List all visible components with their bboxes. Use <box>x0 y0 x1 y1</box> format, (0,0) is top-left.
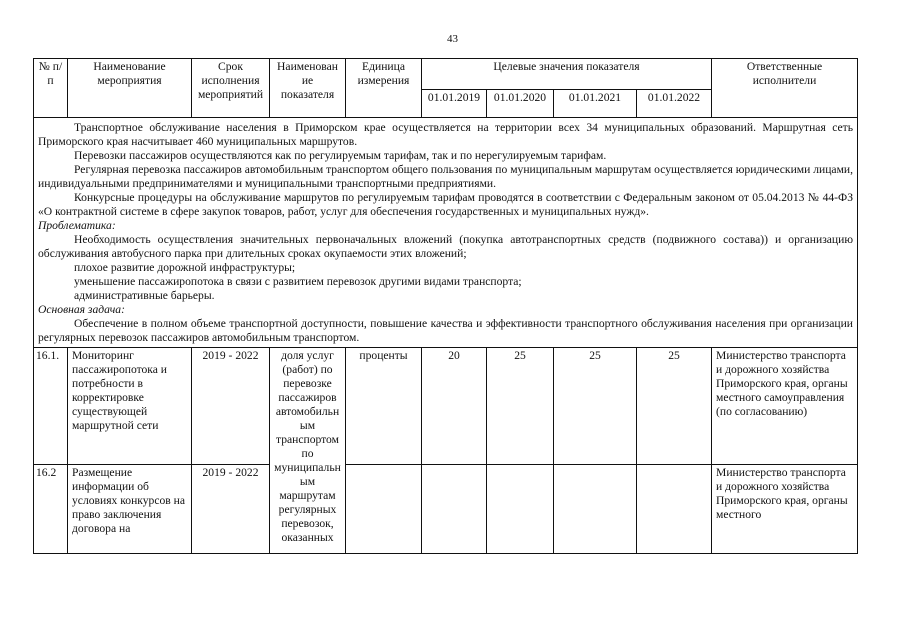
header-indicator: Наименование показателя <box>270 59 346 118</box>
header-date-2019: 01.01.2019 <box>422 90 487 118</box>
header-num: № п/ п <box>34 59 68 118</box>
header-targets: Целевые значения показателя <box>422 59 712 90</box>
table-row <box>34 465 858 554</box>
row-value-2019 <box>422 465 487 554</box>
row-value-2020: 25 <box>487 348 554 465</box>
intro-paragraph: Транспортное обслуживание населения в Приморском крае осуществляется на территории всех 34 муниципальных образований. Маршрутная сеть Приморского края насчитывает 460 муниципальных маршрутов. <box>38 121 854 148</box>
task-heading: Основная задача: <box>38 303 125 316</box>
row-event: Размещение информации об условиях конкурсов на право заключения договора на <box>68 465 192 554</box>
header-date-2021: 01.01.2021 <box>554 90 637 118</box>
row-value-2021 <box>554 465 637 554</box>
header-unit: Единица измерения <box>346 59 422 118</box>
row-term: 2019 - 2022 <box>192 465 270 554</box>
table-header-row-1 <box>34 59 858 90</box>
row-number: 16.2 <box>34 465 68 554</box>
problem-item: плохое развитие дорожной инфраструктуры; <box>74 261 296 274</box>
row-value-2021: 25 <box>554 348 637 465</box>
row-unit: проценты <box>346 348 422 465</box>
row-value-2022 <box>637 465 712 554</box>
row-event: Мониторинг пассажиропотока и потребности в корректировке существующей маршрутной сети <box>68 348 192 465</box>
header-term: Срок исполнения мероприятий <box>192 59 270 118</box>
page-number: 43 <box>447 33 458 45</box>
problem-item: административные барьеры. <box>74 289 215 302</box>
intro-paragraph: Перевозки пассажиров осуществляются как по регулируемым тарифам, так и по нерегулируемым тарифам. <box>74 149 607 162</box>
row-responsible: Министерство транспорта и дорожного хозяйства Приморского края, органы местного <box>712 465 858 554</box>
row-value-2020 <box>487 465 554 554</box>
measures-table <box>33 58 858 554</box>
row-term: 2019 - 2022 <box>192 348 270 465</box>
table-row <box>34 348 858 465</box>
row-unit <box>346 465 422 554</box>
problem-item: уменьшение пассажиропотока в связи с развитием перевозок другими видами транспорта; <box>74 275 522 288</box>
row-value-2022: 25 <box>637 348 712 465</box>
row-indicator: доля услуг (работ) по перевозке пассажиров автомобильным транспортом по муниципальным маршрутам регулярных перевозок, оказанных <box>270 348 346 554</box>
intro-paragraph: Регулярная перевозка пассажиров автомобильным транспортом общего пользования по муниципальным маршрутам осуществляется юридическими лицами, индивидуальными предпринимателями и муниципальными транспортными предприятиями. <box>38 163 854 190</box>
intro-section <box>34 118 858 348</box>
task-text: Обеспечение в полном объеме транспортной доступности, повышение качества и эффективности транспортного обслуживания населения при организации регулярных перевозок пассажиров автомобильным транспортом. <box>38 317 854 344</box>
header-responsible: Ответственные исполнители <box>712 59 858 118</box>
row-responsible: Министерство транспорта и дорожного хозяйства Приморского края, органы местного самоуправления (по согласованию) <box>712 348 858 465</box>
header-date-2020: 01.01.2020 <box>487 90 554 118</box>
row-number: 16.1. <box>34 348 68 465</box>
header-event: Наименование мероприятия <box>68 59 192 118</box>
problems-heading: Проблематика: <box>38 219 116 232</box>
row-value-2019: 20 <box>422 348 487 465</box>
intro-row <box>34 118 858 348</box>
document-table-wrapper <box>33 58 857 554</box>
header-date-2022: 01.01.2022 <box>637 90 712 118</box>
problem-item: Необходимость осуществления значительных первоначальных вложений (покупка автотранспортных средств (подвижного состава)) и организацию обслуживания автобусного парка при длительных сроках окупаемости этих вложений; <box>38 233 854 260</box>
intro-paragraph: Конкурсные процедуры на обслуживание маршрутов по регулируемым тарифам проводятся в соответствии с Федеральным законом от 05.04.2013 № 44-ФЗ «О контрактной системе в сфере закупок товаров, работ, услуг для обеспечения государственных и муниципальных нужд». <box>38 191 854 218</box>
